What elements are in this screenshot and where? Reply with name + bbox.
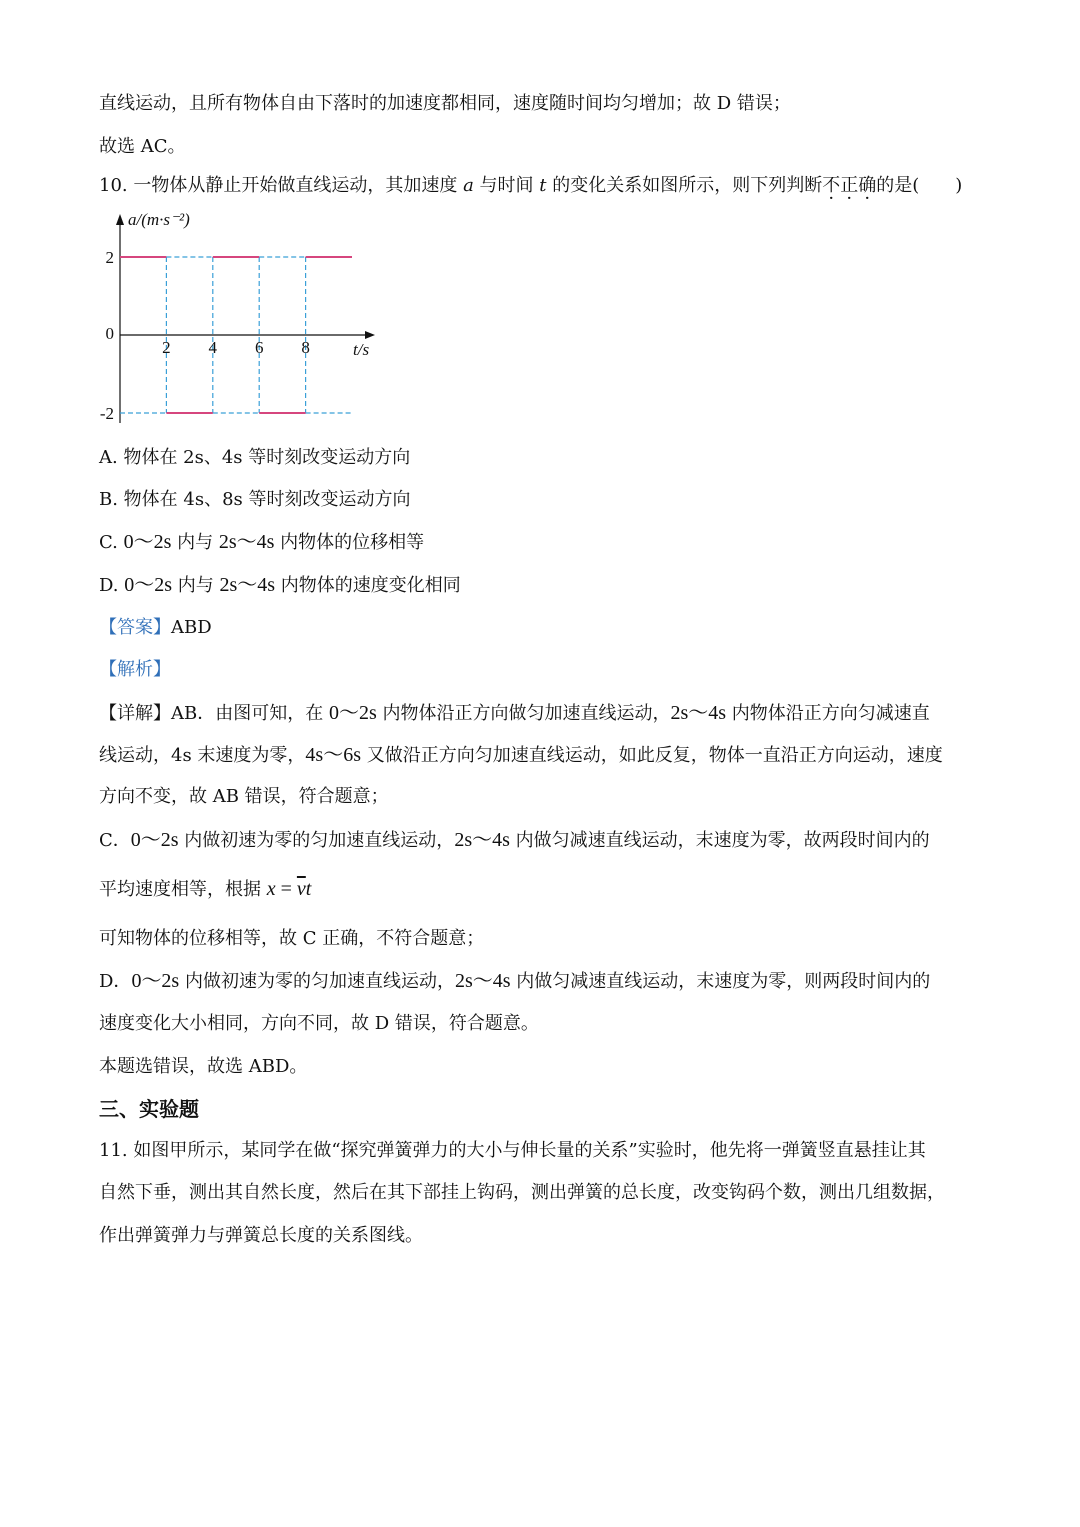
question-11-line: 11. 如图甲所示，某同学在做“探究弹簧弹力的大小与伸长量的关系”实验时，他先将一弹簧竖直悬挂让其: [99, 1140, 926, 1161]
detail-text: C．: [99, 830, 131, 851]
y-tick-label: -2: [99, 404, 114, 423]
answer-tag: 【答案】: [99, 617, 171, 638]
detail-text: 内物体沿正方向做匀加速直线运动，: [376, 703, 671, 724]
option-a: A. 物体在 2s、4s 等时刻改变运动方向: [99, 447, 411, 468]
detail-text: 内做匀减速直线运动，末速度为零，则两段时间内的: [510, 971, 931, 992]
paragraph-line: 故选 AC。: [99, 136, 186, 157]
detail-text: 内做初速为零的匀加速直线运动，: [179, 971, 455, 992]
question-11-line: 自然下垂，测出其自然长度，然后在其下部挂上钩码，测出弹簧的总长度，改变钩码个数，测出几组数据，: [99, 1182, 945, 1203]
stem-text: 与时间: [473, 175, 540, 196]
x-tick-label: 8: [301, 338, 310, 357]
math-expr: 2s～4s: [454, 970, 511, 992]
math-expr: 0～2s: [328, 702, 377, 724]
math-expr: 2s～4s: [454, 829, 510, 851]
chart-axes: [116, 214, 375, 423]
y-tick-label: 0: [105, 324, 114, 343]
option-b: B. 物体在 4s、8s 等时刻改变运动方向: [99, 489, 411, 510]
detail-line: [99, 828, 930, 853]
detail-line: 方向不变，故 AB 错误，符合题意；: [99, 786, 389, 807]
option-label: C.: [99, 532, 124, 553]
var-a: a: [463, 175, 474, 196]
y-axis-arrow: [116, 214, 124, 225]
math-var: t: [305, 878, 312, 900]
detail-text: 平均速度相等，根据: [99, 879, 267, 900]
paragraph-line: 直线运动，且所有物体自由下落时的加速度都相同，速度随时间均匀增加；故 D 错误；: [99, 93, 791, 114]
option-text: 内物体的位移相等: [274, 532, 425, 553]
analysis-tag: 【解析】: [99, 659, 171, 680]
detail-text: D．: [99, 971, 132, 992]
detail-text: 又做沿正方向匀加速直线运动，如此反复，物体一直沿正方向运动，速度: [361, 745, 943, 766]
option-c: [99, 530, 424, 555]
detail-line: [99, 701, 930, 726]
detail-text: 内做匀减速直线运动，末速度为零，故两段时间内的: [509, 830, 930, 851]
detail-text: 线运动，4s 末速度为零，: [99, 745, 306, 766]
x-tick-label: 6: [254, 338, 264, 357]
option-text: 内与: [172, 575, 220, 596]
math-expr: 0～2s: [130, 829, 179, 851]
math-expr: 0～2s: [123, 531, 172, 553]
acceleration-time-chart: [95, 205, 395, 430]
question-11-line: 作出弹簧弹力与弹簧总长度的关系图线。: [99, 1225, 423, 1246]
emphasis-char: 不: [822, 175, 841, 196]
chart-labels: [100, 210, 370, 423]
emphasis-char: 确: [858, 175, 877, 196]
detail-line: [99, 877, 311, 902]
detail-text: AB．由图可知，在: [171, 703, 329, 724]
detail-line: 可知物体的位移相等，故 C 正确，不符合题意；: [99, 928, 485, 949]
section-heading: 三、实验题: [99, 1097, 199, 1121]
math-expr: 2s～4s: [670, 702, 727, 724]
x-axis-label: t/s: [353, 340, 370, 359]
option-text: 内与: [171, 532, 219, 553]
math-expr: 2s～4s: [219, 574, 276, 596]
stem-text: 的变化关系如图所示，则下列判断: [546, 175, 823, 196]
y-tick-label: 2: [105, 248, 114, 267]
math-expr: 2s～4s: [218, 531, 275, 553]
math-var: x: [266, 878, 276, 900]
y-axis-label: a/(m·s⁻²): [128, 210, 190, 229]
math-expr: 4s～6s: [305, 744, 361, 766]
stem-text: 10. 一物体从静止开始做直线运动，其加速度: [99, 175, 464, 196]
answer-line: [99, 616, 212, 640]
option-d: [99, 573, 461, 598]
detail-line: 速度变化大小相同，方向不同，故 D 错误，符合题意。: [99, 1013, 539, 1034]
math-var-overbar: $\overline{v}$: [296, 878, 306, 900]
detail-line: 本题选错误，故选 ABD。: [99, 1056, 308, 1077]
question-10-stem: [99, 174, 962, 198]
emphasis-char: 正: [840, 175, 859, 196]
math-op: =: [275, 878, 297, 900]
x-tick-label: 4: [208, 338, 218, 357]
detail-text: 内物体沿正方向匀减速直: [726, 703, 930, 724]
x-axis-arrow: [365, 331, 375, 339]
math-expr: 0～2s: [124, 574, 173, 596]
x-tick-label: 2: [162, 338, 171, 357]
var-t: t: [539, 175, 547, 196]
detail-tag: 【详解】: [99, 703, 171, 724]
option-text: 内物体的速度变化相同: [275, 575, 461, 596]
math-expr: 0～2s: [131, 970, 180, 992]
answer-value: ABD: [171, 617, 212, 638]
detail-text: 内做初速为零的匀加速直线运动，: [178, 830, 455, 851]
stem-text: 的是( ): [876, 175, 963, 196]
detail-line: [99, 743, 943, 768]
option-label: D.: [99, 575, 125, 596]
detail-line: [99, 969, 930, 994]
